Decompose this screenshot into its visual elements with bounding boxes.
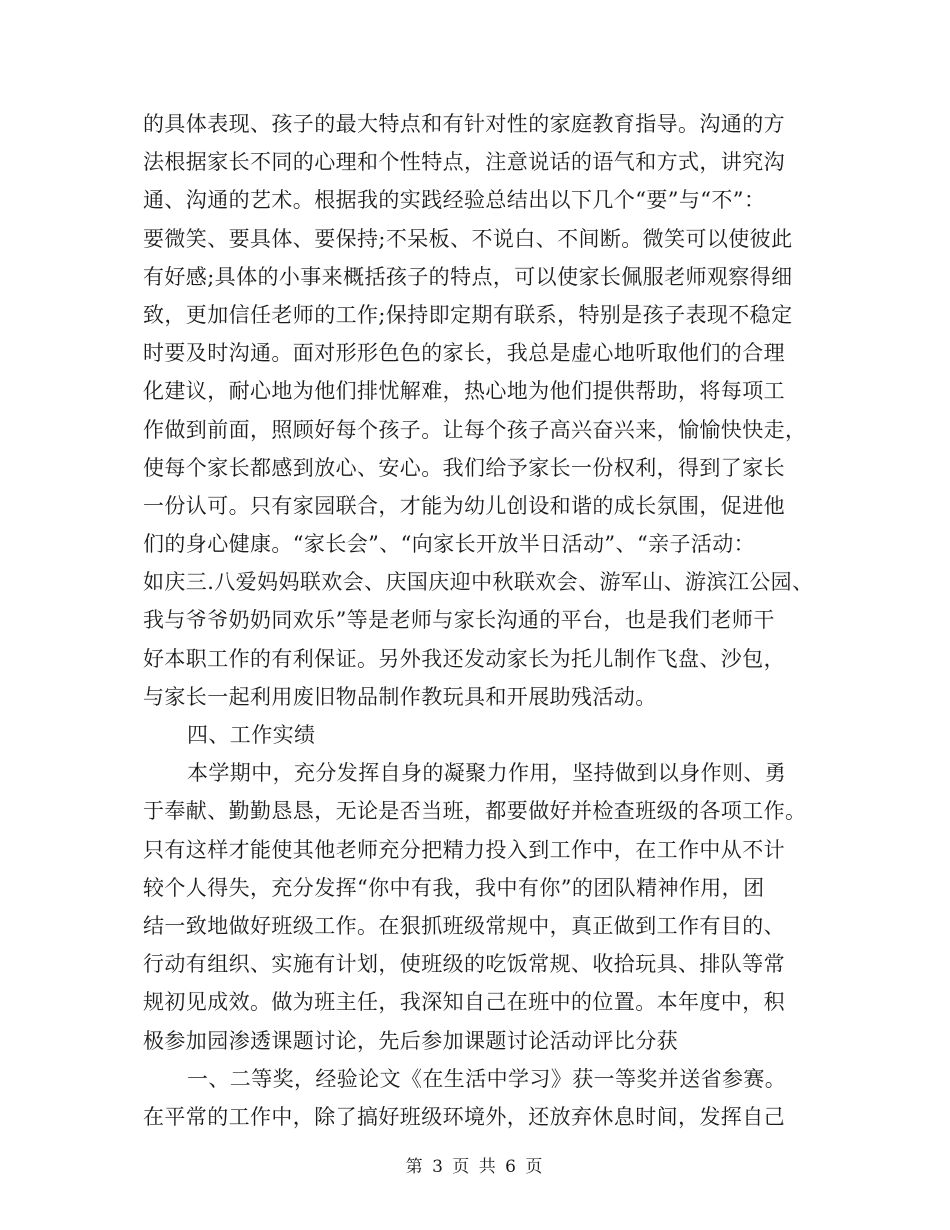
text-line: 我与爷爷奶奶同欢乐”等是老师与家长沟通的平台，也是我们老师干 [143, 608, 775, 633]
text-line: 于奉献、勤勤恳恳，无论是否当班，都要做好并检查班级的各项工作。 [143, 799, 807, 824]
page-footer: 第 3 页 共 6 页 [405, 1157, 545, 1177]
text-line: 较个人得失，充分发挥“你中有我，我中有你”的团队精神作用，团 [143, 875, 765, 900]
text-line: 与家长一起利用废旧物品制作教玩具和开展助残活动。 [143, 684, 657, 709]
text-line: 极参加园渗透课题讨论，先后参加课题讨论活动评比分获 [143, 1028, 678, 1053]
text-line: 如庆三.八爱妈妈联欢会、庆国庆迎中秋联欢会、游军山、游滨江公园、 [143, 570, 814, 595]
text-line: 一、二等奖，经验论文《在生活中学习》获一等奖并送省参赛。 [187, 1066, 787, 1091]
text-line: 致，更加信任老师的工作;保持即定期有联系，特别是孩子表现不稳定 [143, 302, 793, 327]
text-line: 有好感;具体的小事来概括孩子的特点，可以使家长佩服老师观察得细 [143, 264, 793, 289]
text-line: 法根据家长不同的心理和个性特点，注意说话的语气和方式，讲究沟 [143, 150, 785, 175]
text-line: 要微笑、要具体、要保持;不呆板、不说白、不间断。微笑可以使彼此 [143, 226, 793, 251]
body-text [143, 105, 813, 1136]
text-line: 好本职工作的有利保证。另外我还发动家长为托儿制作飞盘、沙包， [143, 646, 785, 671]
text-line: 规初见成效。做为班主任，我深知自己在班中的位置。本年度中，积 [143, 990, 785, 1015]
text-line: 行动有组织、实施有计划，使班级的吃饭常规、收拾玩具、排队等常 [143, 952, 785, 977]
text-line: 化建议，耐心地为他们排忧解难，热心地为他们提供帮助，将每项工 [143, 379, 785, 404]
text-line: 作做到前面，照顾好每个孩子。让每个孩子高兴奋兴来，愉愉快快走， [143, 417, 807, 442]
section-heading: 四、工作实绩 [187, 723, 316, 747]
text-line: 在平常的工作中，除了搞好班级环境外，还放弃休息时间，发挥自己 [143, 1104, 785, 1129]
text-line: 们的身心健康。“家长会”、“向家长开放半日活动”、“亲子活动： [143, 532, 756, 557]
text-line: 的具体表现、孩子的最大特点和有针对性的家庭教育指导。沟通的方 [143, 112, 785, 136]
text-line: 时要及时沟通。面对形形色色的家长，我总是虚心地听取他们的合理 [143, 341, 785, 366]
text-line: 一份认可。只有家园联合，才能为幼儿创设和谐的成长氛围，促进他 [143, 493, 785, 518]
text-line: 使每个家长都感到放心、安心。我们给予家长一份权利，得到了家长 [143, 455, 785, 480]
text-line: 结一致地做好班级工作。在狠抓班级常规中，真正做到工作有目的、 [143, 913, 785, 938]
text-line: 通、沟通的艺术。根据我的实践经验总结出以下几个“要”与“不”： [143, 188, 766, 213]
text-line: 只有这样才能使其他老师充分把精力投入到工作中，在工作中从不计 [143, 837, 785, 862]
text-line: 本学期中，充分发挥自身的凝聚力作用，坚持做到以身作则、勇 [187, 761, 787, 786]
